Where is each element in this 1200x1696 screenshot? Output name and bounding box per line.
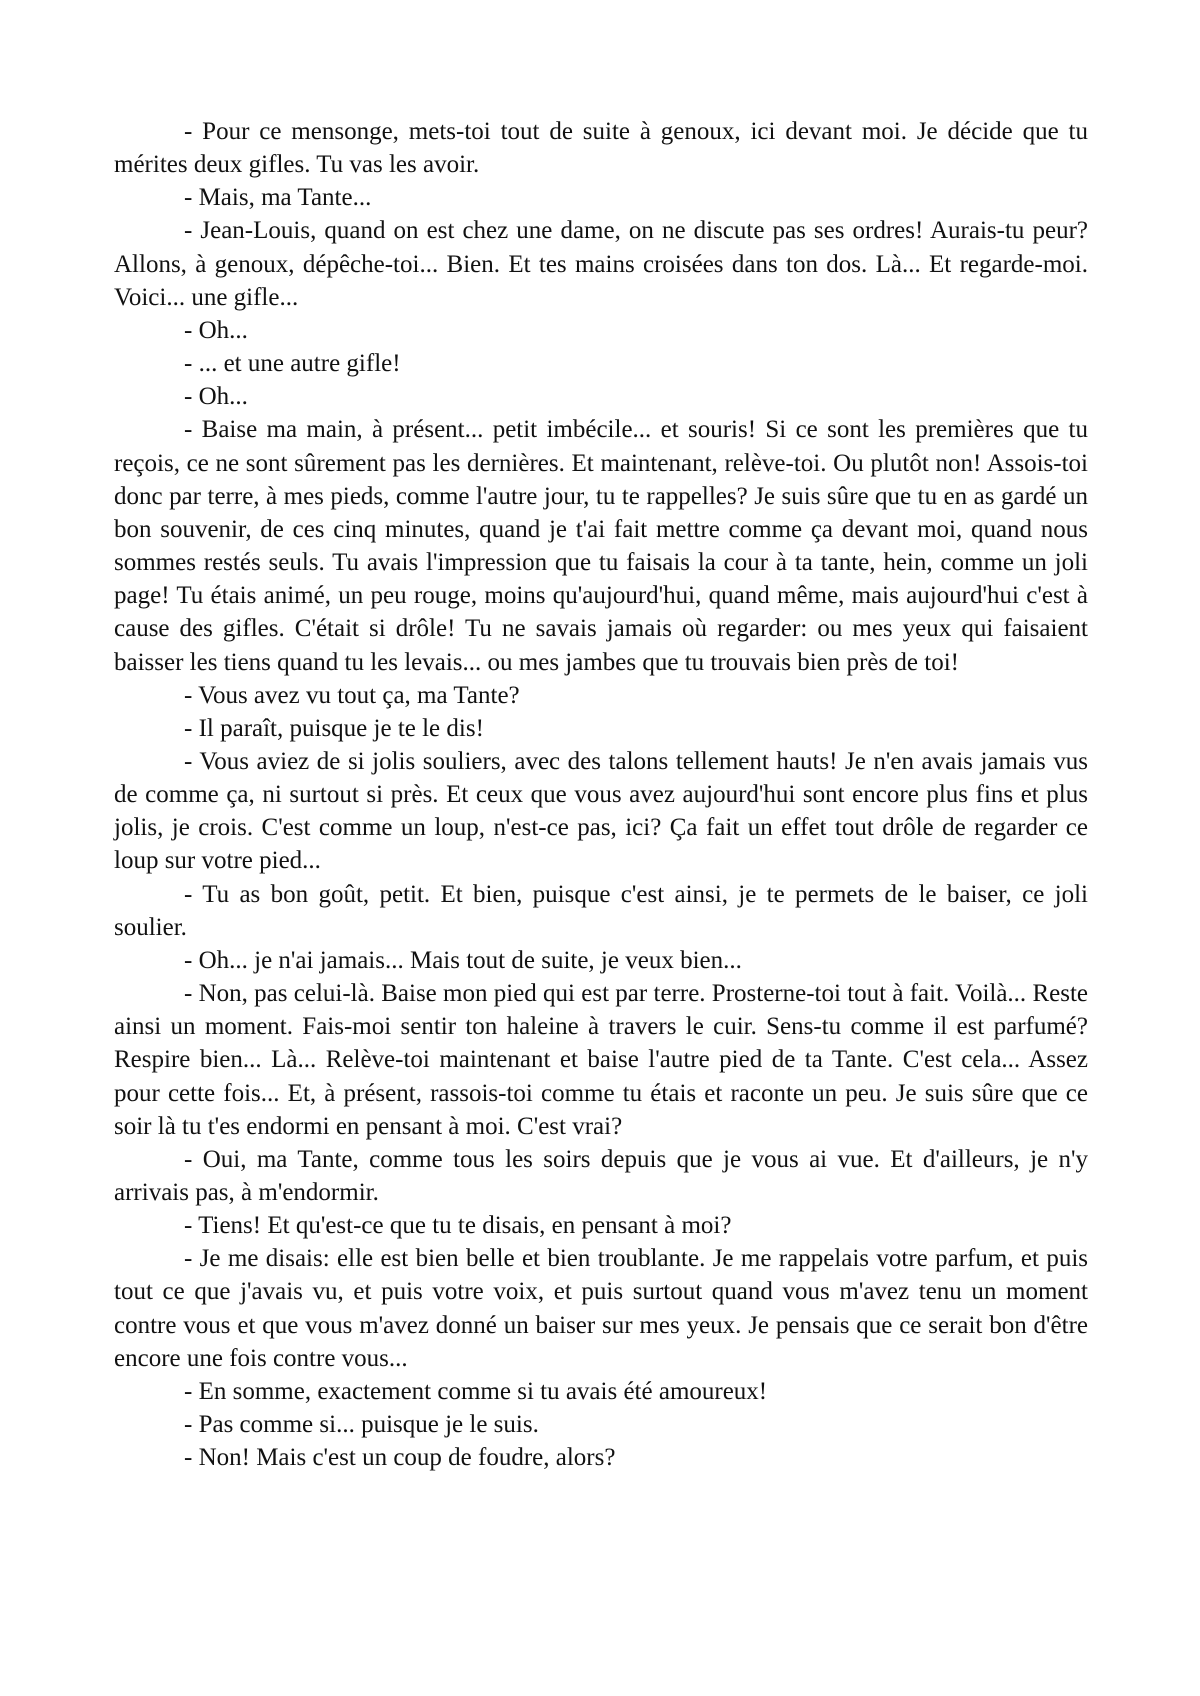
paragraph: - Vous aviez de si jolis souliers, avec des talons tellement hauts! Je n'en avais jamais vus de comme ça, ni surtout si près. Et ceux que vous avez aujourd'hui sont encore plus fins et plus jolis, je crois. C'est comme un loup, n'est-ce pas, ici? Ça fait un effet tout drôle de regarder ce loup sur votre pied... — [114, 747, 1088, 875]
paragraph: - Je me disais: elle est bien belle et bien troublante. Je me rappelais votre parfum, et puis tout ce que j'avais vu, et puis votre voix, et puis surtout quand vous m'avez tenu un moment contre vous et que vous m'avez donné un baiser sur mes yeux. Je pensais que ce serait bon d'être encore une fois contre vous... — [114, 1245, 1088, 1372]
paragraph: - Vous avez vu tout ça, ma Tante? — [184, 681, 520, 709]
paragraph: - Oui, ma Tante, comme tous les soirs depuis que je vous ai vue. Et d'ailleurs, je n'y arrivais pas, à m'endormir. — [114, 1145, 1088, 1206]
paragraph: - Pour ce mensonge, mets-toi tout de suite à genoux, ici devant moi. Je décide que tu mérites deux gifles. Tu vas les avoir. — [114, 118, 1088, 179]
paragraph: - ... et une autre gifle! — [184, 350, 401, 378]
body-text — [114, 115, 1088, 1474]
paragraph: - Oh... — [184, 383, 248, 411]
paragraph: - Oh... je n'ai jamais... Mais tout de suite, je veux bien... — [184, 946, 742, 974]
paragraph: - Tiens! Et qu'est-ce que tu te disais, en pensant à moi? — [184, 1212, 732, 1240]
paragraph: - Pas comme si... puisque je le suis. — [184, 1411, 539, 1439]
paragraph: - En somme, exactement comme si tu avais été amoureux! — [184, 1377, 768, 1405]
paragraph: - Baise ma main, à présent... petit imbécile... et souris! Si ce sont les premières que tu reçois, ce ne sont sûrement pas les dernières. Et maintenant, relève-toi. Ou plutôt non! Assois-toi donc par terre, à mes pieds, comme l'autre jour, tu te rappelles? Je suis sûre que tu en as gardé un bon souvenir, de ces cinq minutes, quand je t'ai fait mettre comme ça devant moi, quand nous sommes restés seuls. Tu avais l'impression que tu faisais la cour à ta tante, hein, comme un joli page! Tu étais animé, un peu rouge, moins qu'aujourd'hui, quand même, mais aujourd'hui c'est à cause des gifles. C'était si drôle! Tu ne savais jamais où regarder: ou mes yeux qui faisaient baisser les tiens quand tu les levais... ou mes jambes que tu trouvais bien près de toi! — [114, 416, 1088, 676]
paragraph: - Oh... — [184, 316, 248, 344]
paragraph: - Jean-Louis, quand on est chez une dame, on ne discute pas ses ordres! Aurais-tu peur? Allons, à genoux, dépêche-toi... Bien. Et tes mains croisées dans ton dos. Là... Et regarde-moi. Voici... une gifle... — [114, 217, 1088, 311]
paragraph: - Tu as bon goût, petit. Et bien, puisque c'est ainsi, je te permets de le baiser, ce joli soulier. — [114, 880, 1088, 941]
paragraph: - Non! Mais c'est un coup de foudre, alors? — [184, 1444, 616, 1472]
paragraph: - Non, pas celui-là. Baise mon pied qui est par terre. Prosterne-toi tout à fait. Voilà... Reste ainsi un moment. Fais-moi sentir ton haleine à travers le cuir. Sens-tu comme il est parfumé? Respire bien... Là... Relève-toi maintenant et baise l'autre pied de ta Tante. C'est cela... Assez pour cette fois... Et, à présent, rassois-toi comme tu étais et raconte un peu. Je suis sûre que ce soir là tu t'es endormi en pensant à moi. C'est vrai? — [114, 980, 1088, 1140]
paragraph: - Mais, ma Tante... — [184, 184, 372, 212]
paragraph: - Il paraît, puisque je te le dis! — [184, 714, 484, 742]
